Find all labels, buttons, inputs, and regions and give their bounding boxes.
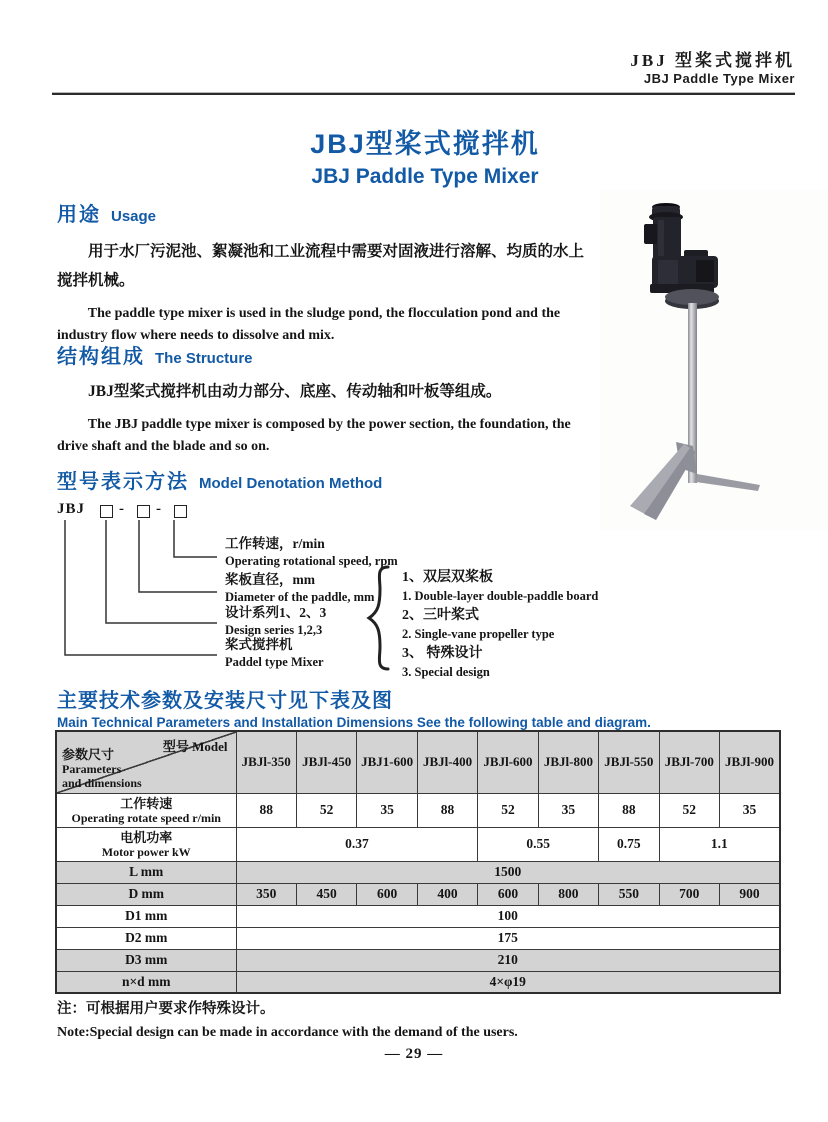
value-cell: 0.55 <box>478 827 599 861</box>
denotation-label-speed-zh: 工作转速，r/min <box>225 536 325 551</box>
corner-label-parameters <box>62 747 142 790</box>
option-1-en: 1. Double-layer double-paddle board <box>402 589 599 603</box>
parameters-table-container <box>55 730 781 994</box>
model-header-cell: JBJ1-600 <box>357 731 417 793</box>
structure-heading-en: The Structure <box>155 350 253 367</box>
running-header-title-en: JBJ Paddle Type Mixer <box>643 71 795 86</box>
option-3-en: 3. Special design <box>402 665 490 679</box>
option-1-zh: 1、双层双桨板 <box>402 570 493 585</box>
value-cell: 52 <box>659 793 719 827</box>
denotation-connector-lines <box>57 520 219 662</box>
header-rule <box>52 92 795 95</box>
model-header-cell: JBJl-350 <box>236 731 296 793</box>
value-cell: 52 <box>296 793 356 827</box>
page-title-en: JBJ Paddle Type Mixer <box>311 165 539 188</box>
denotation-heading-en: Model Denotation Method <box>199 475 383 492</box>
table-row <box>56 971 780 993</box>
row-label-cell: D1 mm <box>56 905 236 927</box>
denotation-label-mixer <box>225 636 324 670</box>
usage-body-en: The paddle type mixer is used in the sludge pond, the flocculation pond and the industry flow where needs to dissolve and mix. <box>57 306 561 343</box>
model-box-3 <box>174 505 187 518</box>
parameters-table <box>55 730 781 994</box>
denotation-options <box>402 566 598 680</box>
table-row <box>56 861 780 883</box>
denotation-label-series <box>225 604 326 638</box>
row-label-cell: D2 mm <box>56 927 236 949</box>
table-row <box>56 949 780 971</box>
value-cell: 88 <box>417 793 477 827</box>
value-cell: 900 <box>720 883 781 905</box>
row-label-cell: n×d mm <box>56 971 236 993</box>
row-label-cell: D3 mm <box>56 949 236 971</box>
model-box-2 <box>137 505 150 518</box>
value-cell: 700 <box>659 883 719 905</box>
denotation-label-diameter-zh: 桨板直径，mm <box>225 572 315 587</box>
table-row <box>56 793 780 827</box>
option-3-zh: 3、 特殊设计 <box>402 646 483 661</box>
value-cell: 175 <box>236 927 780 949</box>
value-cell: 52 <box>478 793 538 827</box>
option-2-en: 2. Single-vane propeller type <box>402 627 555 641</box>
section-usage <box>57 198 595 347</box>
denotation-label-speed <box>225 535 398 569</box>
model-box-1 <box>100 505 113 518</box>
section-structure <box>57 340 595 458</box>
value-cell: 0.37 <box>236 827 478 861</box>
table-body <box>56 793 780 993</box>
model-header-cell: JBJl-450 <box>296 731 356 793</box>
usage-heading-en: Usage <box>111 208 157 225</box>
brace-icon <box>365 565 391 671</box>
running-header-title-zh: JBJ 型桨式搅拌机 <box>630 51 795 70</box>
table-row <box>56 883 780 905</box>
value-cell: 1.1 <box>659 827 780 861</box>
usage-heading <box>57 198 595 227</box>
note-en: Note:Special design can be made in accordance with the demand of the users. <box>57 1025 518 1040</box>
model-header-cell: JBJl-900 <box>720 731 781 793</box>
value-cell: 800 <box>538 883 598 905</box>
table-row <box>56 905 780 927</box>
value-cell: 210 <box>236 949 780 971</box>
denotation-heading-zh: 型号表示方法 <box>57 471 189 493</box>
model-dash-2: - <box>156 501 161 517</box>
model-header-cell: JBJl-600 <box>478 731 538 793</box>
corner-parameters-en-1: Parameters <box>62 761 122 776</box>
value-cell: 88 <box>599 793 659 827</box>
table-header-row <box>56 731 780 793</box>
value-cell: 400 <box>417 883 477 905</box>
row-label-cell: 电机功率 Motor power kW <box>56 827 236 861</box>
value-cell: 100 <box>236 905 780 927</box>
row-label-cell: D mm <box>56 883 236 905</box>
value-cell: 35 <box>357 793 417 827</box>
corner-parameters-zh: 参数尺寸 <box>62 746 115 762</box>
value-cell: 450 <box>296 883 356 905</box>
structure-heading <box>57 340 595 369</box>
model-prefix: JBJ <box>57 501 86 517</box>
row-label-cell: 工作转速 Operating rotate speed r/min <box>56 793 236 827</box>
structure-body-en: The JBJ paddle type mixer is composed by the power section, the foundation, the drive shaft and the blade and so on. <box>57 417 571 454</box>
option-2-zh: 2、三叶桨式 <box>402 608 479 623</box>
denotation-label-diameter-en: Diameter of the paddle, mm <box>225 590 375 604</box>
table-row <box>56 827 780 861</box>
value-cell: 1500 <box>236 861 780 883</box>
table-corner-cell <box>56 731 236 793</box>
denotation-label-diameter <box>225 571 374 605</box>
denotation-label-speed-en: Operating rotational speed, rpm <box>225 554 398 568</box>
value-cell: 4×φ19 <box>236 971 780 993</box>
section-note <box>57 998 518 1044</box>
model-header-cell: JBJl-400 <box>417 731 477 793</box>
page-title-zh: JBJ型桨式搅拌机 <box>310 129 540 159</box>
value-cell: 600 <box>357 883 417 905</box>
table-row <box>56 927 780 949</box>
model-header-cell: JBJl-700 <box>659 731 719 793</box>
section-denotation <box>57 465 747 683</box>
denotation-label-series-en: Design series 1,2,3 <box>225 623 323 637</box>
denotation-label-mixer-en: Paddel type Mixer <box>225 655 324 669</box>
structure-heading-zh: 结构组成 <box>57 346 145 368</box>
denotation-label-mixer-zh: 桨式搅拌机 <box>225 637 293 652</box>
model-header-cell: JBJl-550 <box>599 731 659 793</box>
page-number: — 29 — <box>384 1046 444 1062</box>
value-cell: 350 <box>236 883 296 905</box>
model-header-cell: JBJl-800 <box>538 731 598 793</box>
page-title <box>55 122 795 189</box>
usage-heading-zh: 用途 <box>57 204 101 226</box>
section-parameters-heading <box>57 684 651 730</box>
parameters-heading-zh: 主要技术参数及安装尺寸见下表及图 <box>57 690 393 712</box>
running-header <box>630 46 795 86</box>
corner-label-model: 型号 Model <box>162 739 228 754</box>
value-cell: 600 <box>478 883 538 905</box>
value-cell: 35 <box>538 793 598 827</box>
denotation-heading <box>57 465 747 494</box>
note-zh: 注：可根据用户要求作特殊设计。 <box>57 1001 275 1017</box>
parameters-heading-en: Main Technical Parameters and Installation Dimensions See the following table and diagram. <box>57 715 651 730</box>
model-dash-1: - <box>119 501 124 517</box>
value-cell: 0.75 <box>599 827 659 861</box>
corner-parameters-en-2: and dimensions <box>62 775 142 790</box>
denotation-label-series-zh: 设计系列1、2、3 <box>225 605 327 620</box>
structure-body-zh: JBJ型桨式搅拌机由动力部分、底座、传动轴和叶板等组成。 <box>88 383 502 400</box>
value-cell: 35 <box>720 793 781 827</box>
usage-body-zh: 用于水厂污泥池、絮凝池和工业流程中需要对固液进行溶解、均质的水上搅拌机械。 <box>57 243 585 289</box>
value-cell: 88 <box>236 793 296 827</box>
value-cell: 550 <box>599 883 659 905</box>
row-label-cell: L mm <box>56 861 236 883</box>
